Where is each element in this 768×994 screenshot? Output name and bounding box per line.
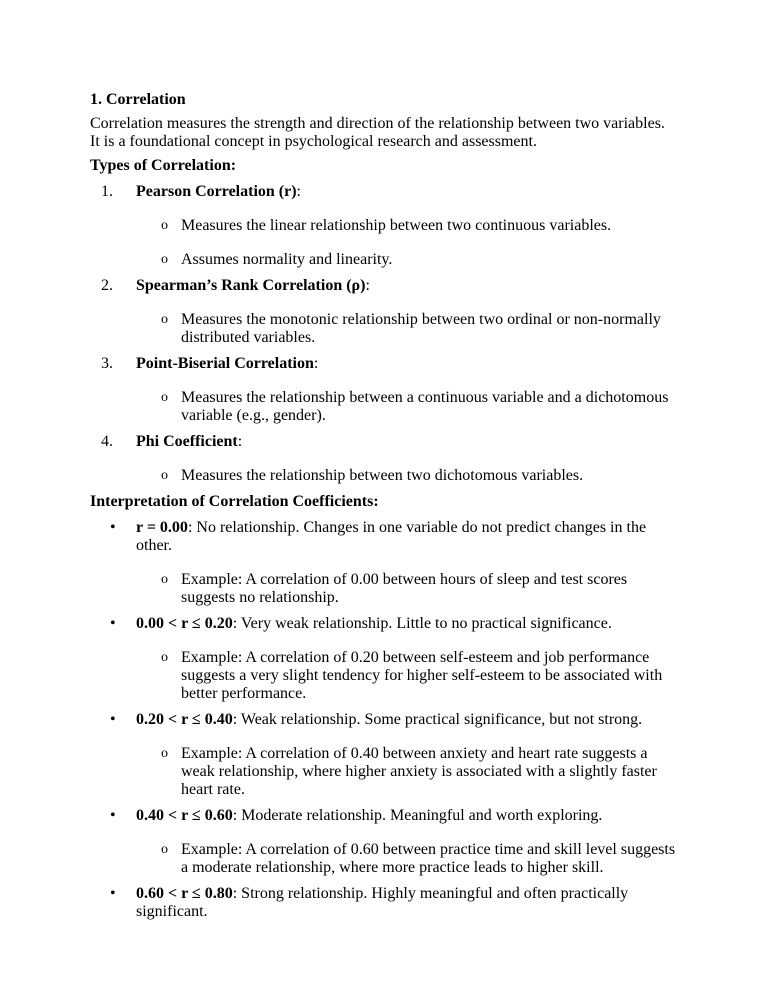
interp-item — [90, 807, 678, 877]
description: : Strong relationship. Highly meaningful and often practically significant. — [136, 885, 629, 920]
sub-bullet-icon: o — [161, 746, 168, 761]
type-item — [90, 355, 678, 425]
colon: : — [296, 183, 301, 200]
sub-item: Measures the monotonic relationship between two ordinal or non-normally distributed variables. — [181, 311, 661, 346]
sub-item: Assumes normality and linearity. — [181, 251, 393, 268]
example: Example: A correlation of 0.20 between self-esteem and job performance suggests a very slight tendency for higher self-esteem to be associated with better performance. — [181, 649, 663, 702]
interp-item — [90, 885, 678, 921]
bullet-icon: • — [110, 807, 116, 824]
types-heading: Types of Correlation: — [90, 157, 237, 174]
interp-item — [90, 711, 678, 799]
bullet-icon: • — [110, 711, 116, 728]
sub-bullet-icon: o — [161, 252, 168, 267]
section-heading: 1. Correlation — [90, 91, 186, 108]
sub-bullet-icon: o — [161, 842, 168, 857]
bullet-icon: • — [110, 615, 116, 632]
item-number: 1. — [101, 183, 113, 200]
range: 0.60 < r ≤ 0.80 — [136, 885, 233, 902]
colon: : — [237, 433, 243, 450]
interp-item — [90, 615, 678, 703]
type-name: Phi Coefficient — [136, 433, 238, 450]
description: : Moderate relationship. Meaningful and worth exploring. — [232, 807, 603, 824]
item-number: 3. — [101, 355, 113, 372]
sub-item: Measures the relationship between two dichotomous variables. — [181, 467, 584, 484]
range: 0.40 < r ≤ 0.60 — [136, 807, 233, 824]
sub-item: Measures the linear relationship between two continuous variables. — [181, 217, 612, 234]
description: : Weak relationship. Some practical significance, but not strong. — [232, 711, 643, 728]
description: : Very weak relationship. Little to no practical significance. — [232, 615, 612, 632]
sub-bullet-icon: o — [161, 572, 168, 587]
sub-bullet-icon: o — [161, 390, 168, 405]
item-number: 4. — [101, 433, 113, 450]
example: Example: A correlation of 0.00 between hours of sleep and test scores suggests no relationship. — [181, 571, 628, 606]
colon: : — [313, 355, 319, 372]
range: 0.20 < r ≤ 0.40 — [136, 711, 233, 728]
example: Example: A correlation of 0.40 between anxiety and heart rate suggests a weak relationship, where higher anxiety is associated with a slightly faster heart rate. — [181, 745, 657, 798]
example: Example: A correlation of 0.60 between practice time and skill level suggests a moderate relationship, where more practice leads to higher skill. — [181, 841, 676, 876]
item-number: 2. — [101, 277, 113, 294]
interp-item — [90, 519, 678, 607]
sub-bullet-icon: o — [161, 468, 168, 483]
colon: : — [365, 277, 370, 294]
type-name: Point-Biserial Correlation — [136, 355, 314, 372]
bullet-icon: • — [110, 885, 116, 902]
sub-item: Measures the relationship between a continuous variable and a dichotomous variable (e.g., gender). — [181, 389, 669, 424]
range: r = 0.00 — [136, 519, 188, 536]
type-item — [90, 433, 678, 485]
range: 0.00 < r ≤ 0.20 — [136, 615, 233, 632]
type-item — [90, 183, 678, 269]
bullet-icon: • — [110, 519, 116, 536]
intro-paragraph: Correlation measures the strength and direction of the relationship between two variables. It is a foundational concept in psychological research and assessment. — [90, 115, 665, 150]
type-item — [90, 277, 678, 347]
sub-bullet-icon: o — [161, 218, 168, 233]
description: : No relationship. Changes in one variable do not predict changes in the other. — [136, 519, 647, 554]
type-name: Pearson Correlation (r) — [136, 183, 297, 200]
interpretation-heading: Interpretation of Correlation Coefficients: — [90, 493, 379, 510]
sub-bullet-icon: o — [161, 650, 168, 665]
sub-bullet-icon: o — [161, 312, 168, 327]
type-name: Spearman’s Rank Correlation (ρ) — [136, 277, 366, 294]
